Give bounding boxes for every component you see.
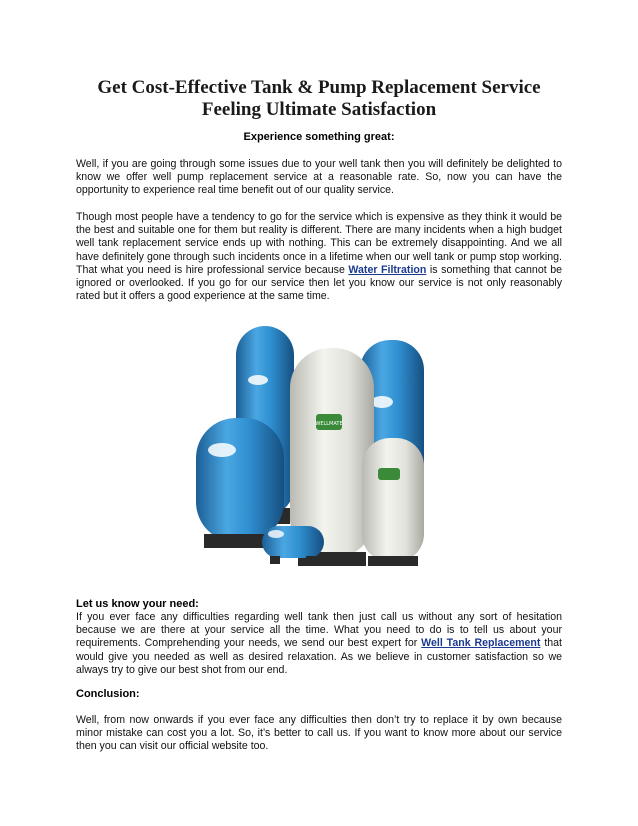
- title-line-2: Feeling Ultimate Satisfaction: [201, 99, 437, 120]
- title-line-1: Get Cost-Effective Tank & Pump Replacement Service: [97, 77, 541, 98]
- subtitle: Experience something great:: [243, 131, 395, 143]
- text-segment: that would give you needed as well as desired relaxation. As we believe in customer satisfaction so we always try to give our best shot from our end.: [76, 637, 563, 676]
- need-paragraph: [76, 611, 562, 677]
- well-tank-replacement-link[interactable]: Well Tank Replacement: [421, 637, 541, 650]
- text-segment: If you ever face any difficulties regarding well tank then just call us without any sort of hesitation because we are there at your service all the time. What you need to do is to tell us about your requirements. Comprehending your needs, we send our best expert for: [76, 611, 562, 650]
- tank-small-horizontal: [262, 526, 324, 564]
- tank-right-white: [362, 438, 424, 566]
- need-heading: Let us know your need:: [76, 598, 199, 610]
- text-segment: Though most people have a tendency to go for the service which is expensive as they think it would be the best and suitable one for them but reality is different. There are many incidents when a high budget well tank replacement service ends up with nothing. This can be extremely disappointing. And we all have definitely gone through such incidents once in a lifetime when our well tank or pump stop working. That what you need is hire professional service because: [76, 211, 562, 276]
- water-filtration-link[interactable]: Water Filtration: [348, 263, 427, 276]
- conclusion-paragraph: Well, from now onwards if you ever face any difficulties then don’t try to replace it by own because minor mistake can cost you a lot. So, it’s better to call us. If you want to know more about our service then you can visit our official website too.: [76, 714, 562, 753]
- water-tanks-photo: [186, 318, 466, 580]
- service-paragraph: [76, 211, 562, 303]
- text-segment: is something that cannot be ignored or overlooked. If you go for our service then let you know our service is not only reasonably rated but it offers a good experience at the same time.: [76, 263, 563, 303]
- intro-paragraph: Well, if you are going through some issues due to your well tank then you will definitely be delighted to know we offer well pump replacement service at a reasonable rate. So, now you can have the opportunity to experience real time benefit out of our quality service.: [76, 158, 562, 197]
- page-title: [60, 77, 578, 121]
- conclusion-heading: Conclusion:: [76, 688, 140, 700]
- tank-logo-center: WELLMATE: [315, 421, 343, 427]
